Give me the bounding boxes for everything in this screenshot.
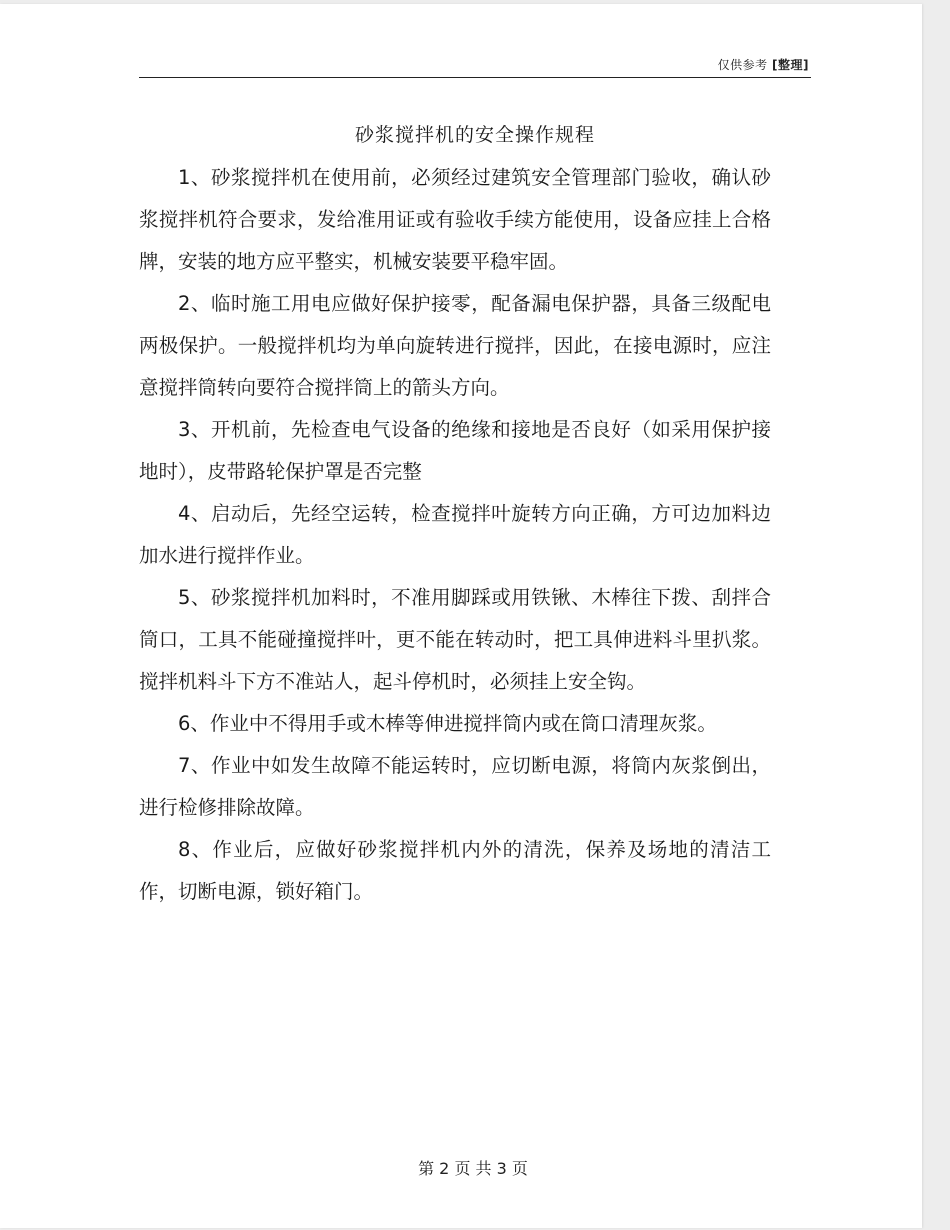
- paragraph-2: 2、临时施工用电应做好保护接零，配备漏电保护器，具备三级配电两极保护。一般搅拌机均为单向旋转进行搅拌，因此，在接电源时，应注意搅拌筒转向要符合搅拌筒上的箭头方向。: [139, 292, 771, 399]
- footer-suffix: 页: [511, 1159, 528, 1178]
- header-note: [718, 56, 809, 73]
- document-title: 砂浆搅拌机的安全操作规程: [354, 124, 595, 146]
- header-note-tag: [整理]: [772, 58, 809, 72]
- document-body: [139, 157, 771, 913]
- paragraph-5: 5、砂浆搅拌机加料时，不准用脚踩或用铁锹、木棒往下拨、刮拌合筒口，工具不能碰撞搅拌叶，更不能在转动时，把工具伸进料斗里扒浆。搅拌机料斗下方不准站人，起斗停机时，必须挂上安全钩。: [139, 586, 771, 693]
- header-divider: [139, 77, 811, 78]
- footer-middle: 页 共: [454, 1159, 492, 1178]
- paragraph-4: 4、启动后，先经空运转，检查搅拌叶旋转方向正确，方可边加料边加水进行搅拌作业。: [139, 502, 771, 567]
- document-page: [0, 4, 922, 1228]
- footer-total-pages: 3: [496, 1159, 507, 1178]
- paragraph-3: 3、开机前，先检查电气设备的绝缘和接地是否良好（如采用保护接地时），皮带路轮保护罩是否完整: [139, 418, 771, 483]
- paragraph-1: 1、砂浆搅拌机在使用前，必须经过建筑安全管理部门验收，确认砂浆搅拌机符合要求，发给准用证或有验收手续方能使用，设备应挂上合格牌，安装的地方应平整实，机械安装要平稳牢固。: [139, 166, 771, 273]
- paragraph-8: 8、作业后，应做好砂浆搅拌机内外的清洗，保养及场地的清洁工作，切断电源，锁好箱门。: [139, 838, 771, 903]
- page-footer: [0, 1156, 946, 1179]
- footer-prefix: 第: [418, 1159, 435, 1178]
- footer-current-page: 2: [439, 1159, 450, 1178]
- paragraph-6: 6、作业中不得用手或木棒等伸进搅拌筒内或在筒口清理灰浆。: [178, 712, 717, 735]
- header-note-text: 仅供参考: [717, 58, 768, 72]
- paragraph-7: 7、作业中如发生故障不能运转时，应切断电源，将筒内灰浆倒出，进行检修排除故障。: [139, 754, 771, 819]
